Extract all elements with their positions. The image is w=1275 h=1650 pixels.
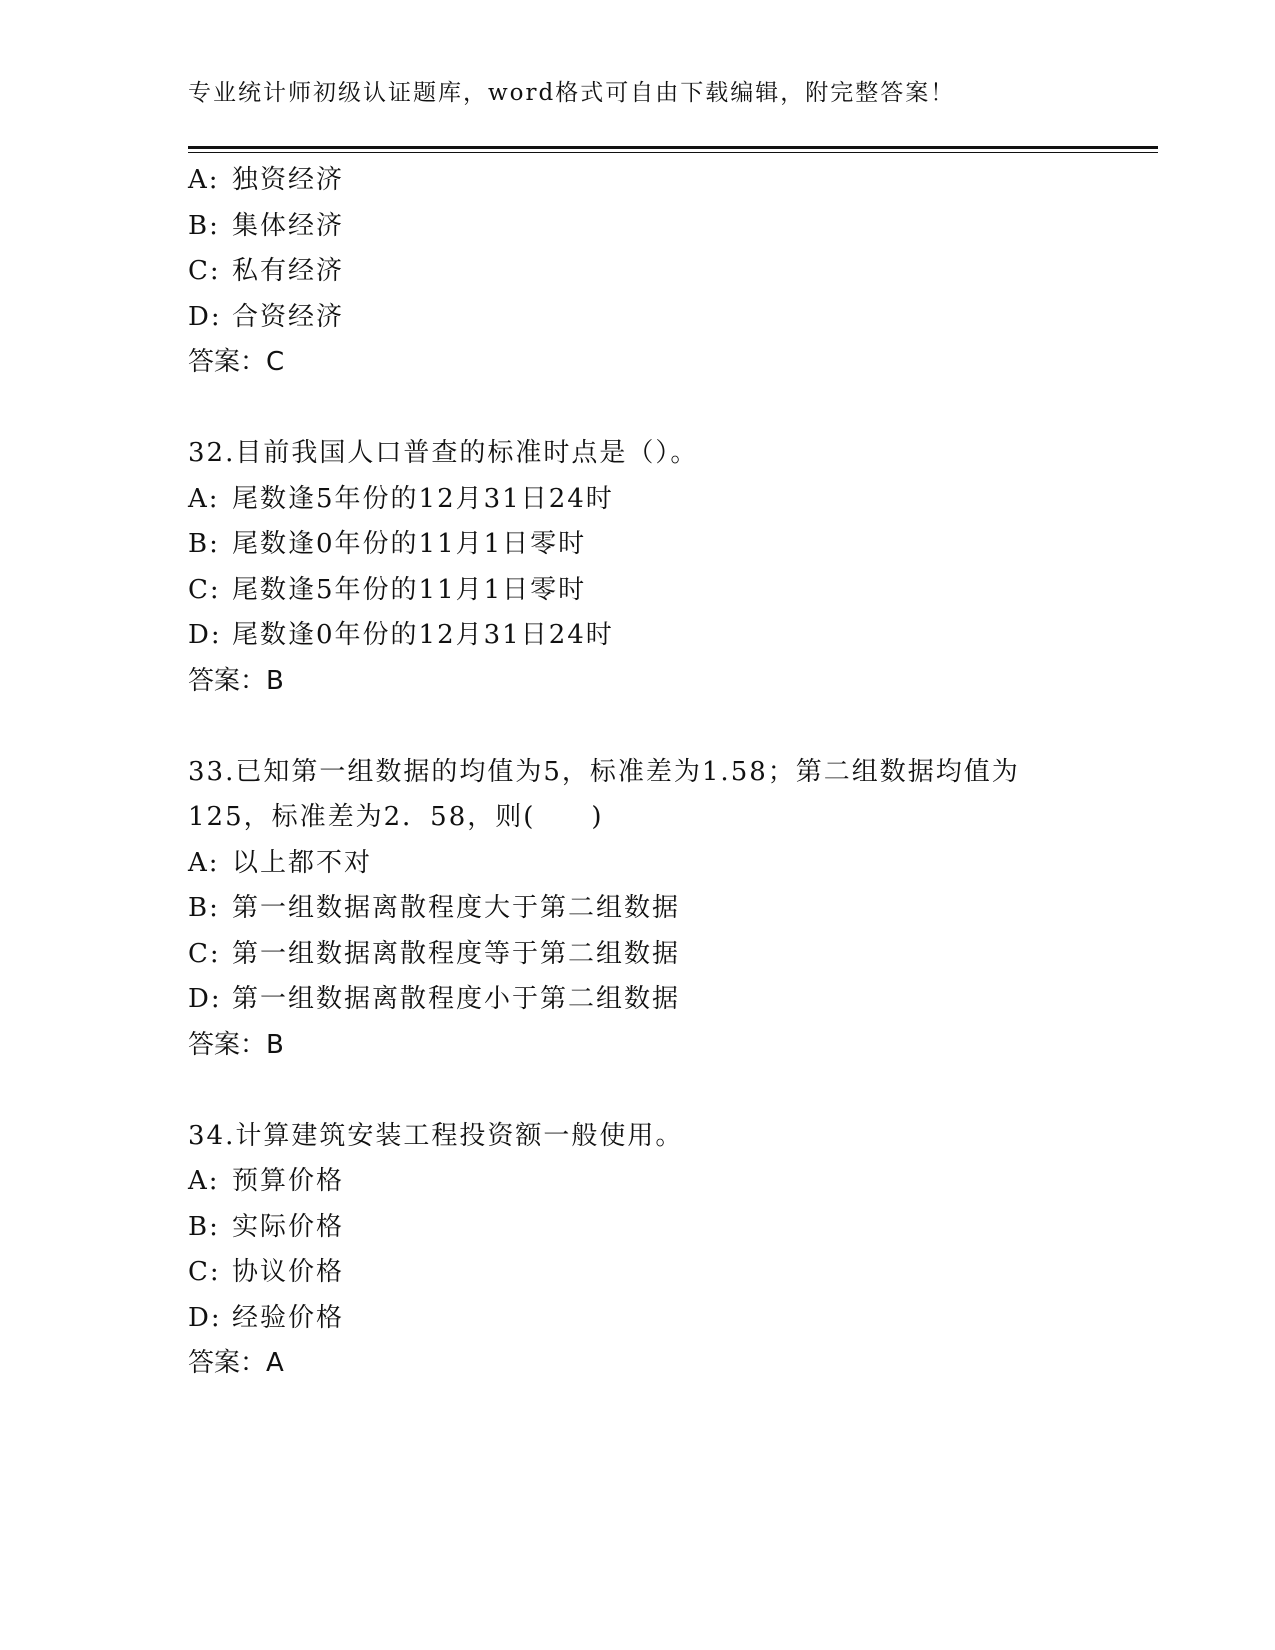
question-block <box>188 1114 1138 1387</box>
option-label: A: <box>188 1166 220 1196</box>
option-a <box>188 1159 1138 1205</box>
option-text: 尾数逢5年份的11月1日零时 <box>232 574 587 605</box>
option-a <box>188 158 1138 204</box>
question-block <box>188 431 1138 704</box>
option-label: D: <box>188 984 222 1014</box>
option-label: B: <box>188 893 220 923</box>
option-label: C: <box>188 938 221 969</box>
option-text: 私有经济 <box>232 256 345 286</box>
answer-line: 答案：B <box>188 1029 284 1060</box>
question-text: 32.目前我国人口普查的标准时点是（）。 <box>188 438 699 468</box>
option-d <box>188 977 1138 1023</box>
option-label: D: <box>188 620 222 650</box>
option-label: C: <box>188 256 221 286</box>
option-label: A: <box>188 847 220 878</box>
option-text: 尾数逢5年份的12月31日24时 <box>232 483 614 514</box>
option-text: 预算价格 <box>232 1166 345 1196</box>
option-text: 尾数逢0年份的11月1日零时 <box>232 529 587 559</box>
answer-line: 答案：B <box>188 665 284 696</box>
question-text: 33.已知第一组数据的均值为5，标准差为1.58；第二组数据均值为 <box>188 756 1020 787</box>
answer-line: 答案：C <box>188 347 285 377</box>
header-rule-thin <box>188 152 1158 153</box>
option-label: A: <box>188 165 220 195</box>
option-text: 以上都不对 <box>232 847 373 878</box>
option-c <box>188 1250 1138 1296</box>
option-b <box>188 522 1138 568</box>
question-block <box>188 750 1138 1069</box>
option-a <box>188 841 1138 887</box>
option-label: D: <box>188 301 222 332</box>
option-label: D: <box>188 1302 222 1333</box>
question-list <box>188 158 1138 1387</box>
page-header: 专业统计师初级认证题库，word格式可自由下载编辑，附完整答案！ <box>188 80 956 106</box>
block-spacer <box>188 704 1138 750</box>
option-text: 第一组数据离散程度小于第二组数据 <box>232 984 681 1014</box>
question-block <box>188 158 1138 386</box>
option-label: A: <box>188 483 220 514</box>
question-text: 125，标准差为2．58，则( ) <box>188 802 604 832</box>
block-spacer <box>188 1068 1138 1114</box>
option-text: 集体经济 <box>232 210 345 241</box>
option-text: 协议价格 <box>232 1257 345 1287</box>
option-text: 合资经济 <box>232 301 345 332</box>
option-c <box>188 568 1138 614</box>
option-text: 尾数逢0年份的12月31日24时 <box>232 620 614 650</box>
answer-line: 答案：A <box>188 1348 284 1378</box>
block-spacer <box>188 386 1138 432</box>
option-label: C: <box>188 574 221 605</box>
option-text: 经验价格 <box>232 1302 345 1333</box>
option-text: 独资经济 <box>232 165 345 195</box>
option-label: B: <box>188 1211 220 1242</box>
header-rule-thick <box>188 146 1158 149</box>
option-c <box>188 932 1138 978</box>
option-text: 第一组数据离散程度大于第二组数据 <box>232 893 681 923</box>
option-b <box>188 886 1138 932</box>
option-text: 实际价格 <box>232 1211 345 1242</box>
option-label: B: <box>188 210 220 241</box>
option-b <box>188 1205 1138 1251</box>
option-c <box>188 249 1138 295</box>
option-d <box>188 613 1138 659</box>
option-d <box>188 295 1138 341</box>
option-a <box>188 477 1138 523</box>
option-d <box>188 1296 1138 1342</box>
question-text: 34.计算建筑安装工程投资额一般使用。 <box>188 1120 684 1151</box>
option-text: 第一组数据离散程度等于第二组数据 <box>232 938 681 969</box>
option-label: B: <box>188 529 220 559</box>
option-b <box>188 204 1138 250</box>
option-label: C: <box>188 1257 221 1287</box>
